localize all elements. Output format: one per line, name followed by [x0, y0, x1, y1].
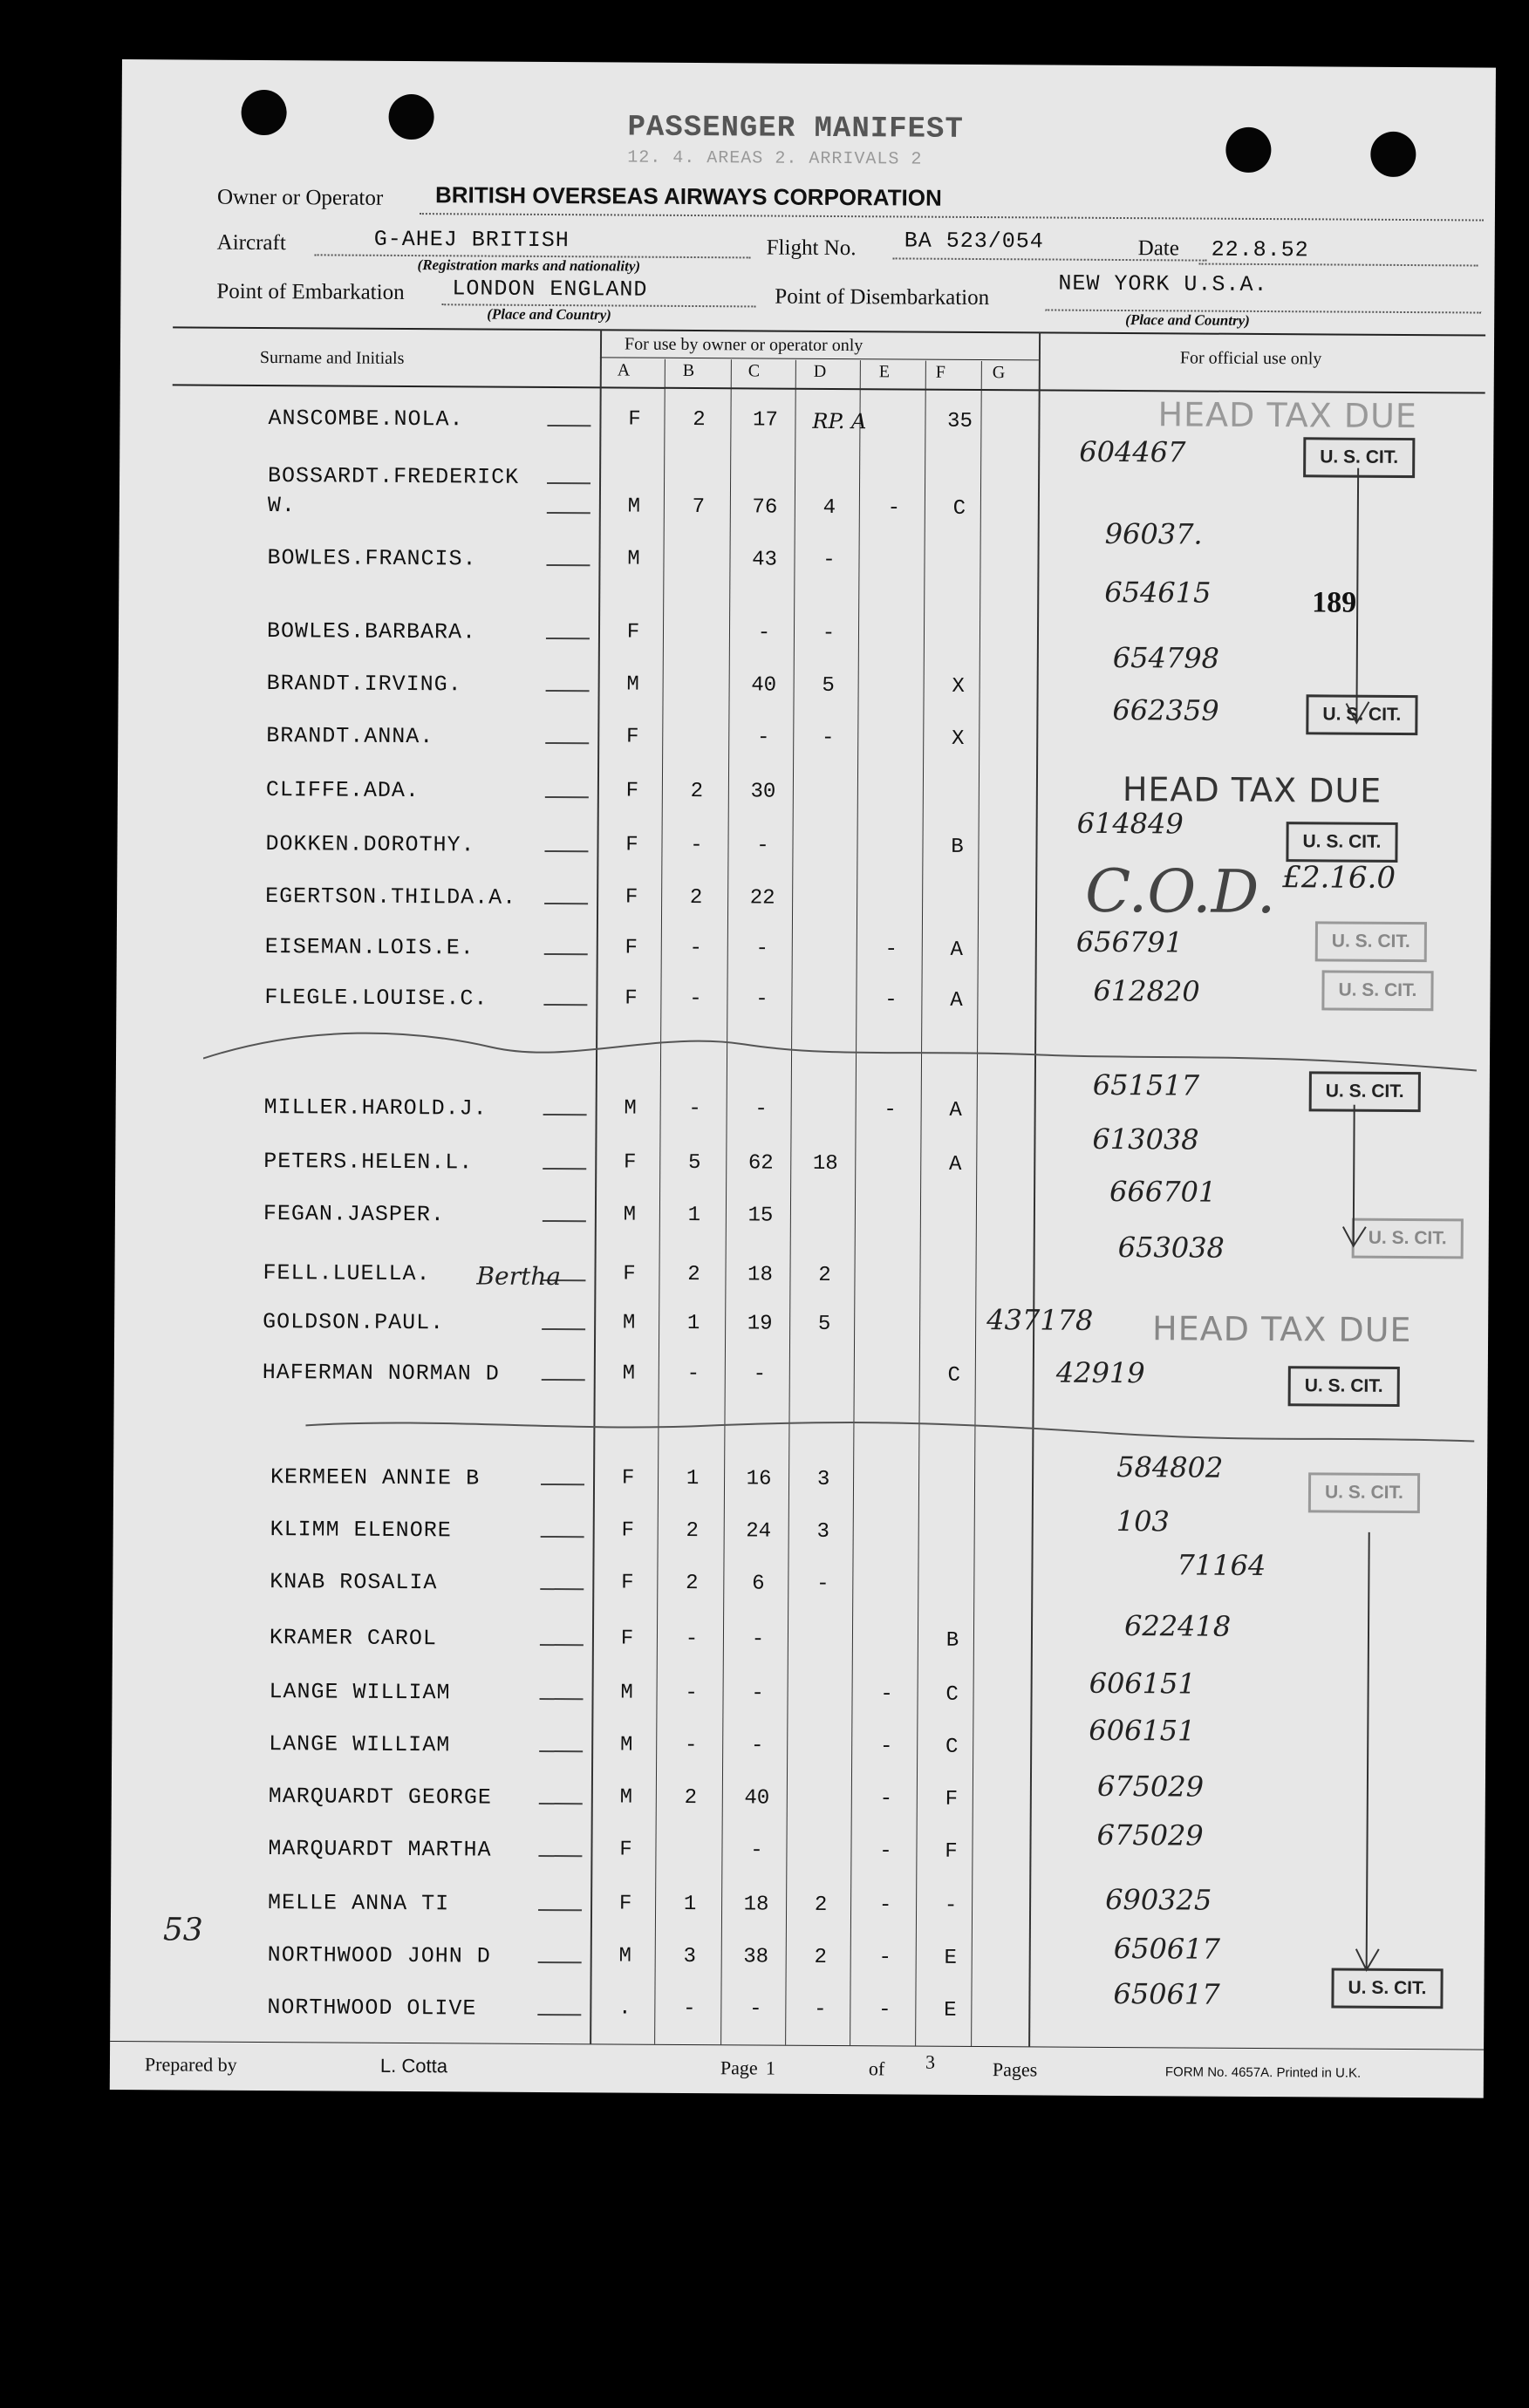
cell-e: -: [884, 938, 898, 962]
cell-c: -: [749, 1997, 762, 2022]
cell-e: -: [880, 1682, 893, 1707]
passenger-name: W.: [267, 493, 296, 519]
col-letter-header: F: [935, 362, 946, 382]
prepared-label: Prepared by: [144, 2053, 237, 2076]
punch-hole-4: [1370, 132, 1416, 177]
us-cit-stamp: U. S. CIT.: [1352, 1218, 1464, 1259]
passenger-name: KERMEEN ANNIE B: [270, 1464, 481, 1491]
owner-label: Owner or Operator: [216, 185, 384, 210]
cell-c: 76: [752, 495, 778, 520]
cell-b: 1: [687, 1203, 701, 1228]
cell-a: F: [621, 1466, 635, 1491]
col-letter-header: A: [617, 360, 631, 380]
row-dash: [546, 638, 590, 639]
cell-c: 30: [750, 780, 776, 804]
passenger-name: CLIFFE.ADA.: [265, 777, 420, 804]
us-cit-stamp: U. S. CIT.: [1309, 1071, 1421, 1112]
cell-f: X: [951, 726, 965, 751]
cell-b: 2: [686, 1518, 699, 1544]
cell-d: -: [821, 726, 835, 751]
row-dash: [538, 1909, 582, 1911]
punch-hole-3: [1225, 127, 1271, 173]
cell-b: -: [690, 833, 703, 858]
cell-b: 1: [686, 1311, 700, 1336]
cell-b: 2: [687, 1262, 700, 1287]
stamp-number: 189: [1312, 586, 1357, 619]
head-tax-stamp: HEAD TAX DUE: [1151, 1309, 1412, 1350]
cell-c: 24: [746, 1519, 772, 1544]
cell-f: A: [950, 988, 963, 1013]
prepared-value: L. Cotta: [379, 2054, 448, 2077]
cell-c: 18: [743, 1893, 769, 1917]
us-cit-stamp: U. S. CIT.: [1306, 694, 1417, 735]
fell-note: Bertha: [476, 1261, 562, 1292]
cell-c: 18: [747, 1263, 773, 1287]
cell-e: -: [879, 1787, 893, 1811]
passenger-name: BRANDT.ANNA.: [266, 723, 434, 750]
cell-a: F: [625, 833, 638, 857]
cell-d: 3: [816, 1467, 830, 1491]
cell-b: -: [685, 1627, 699, 1652]
cell-a: M: [622, 1311, 636, 1335]
punch-hole-2: [388, 94, 433, 140]
cell-a: F: [621, 1518, 634, 1543]
aircraft-label: Aircraft: [216, 230, 286, 256]
cell-a: M: [622, 1361, 636, 1386]
passenger-name: NORTHWOOD JOHN D: [267, 1942, 491, 1969]
cell-c: -: [754, 1097, 768, 1122]
us-cit-stamp: U. S. CIT.: [1286, 822, 1397, 863]
row-dash: [543, 1220, 586, 1222]
row-dash: [544, 903, 588, 904]
cell-d: 2: [814, 1945, 828, 1969]
cell-c: -: [756, 726, 770, 750]
manifest-title-under: 12. 4. AREAS 2. ARRIVALS 2: [627, 147, 923, 170]
cell-c: 17: [752, 408, 778, 433]
cell-c: 15: [747, 1204, 774, 1228]
us-cit-stamp: U. S. CIT.: [1303, 437, 1415, 478]
head-tax-stamp: HEAD TAX DUE: [1122, 770, 1382, 810]
handwritten-note: 606151: [1089, 1666, 1196, 1701]
cell-a: M: [627, 495, 641, 519]
handwritten-note: 675029: [1096, 1818, 1204, 1852]
handwritten-note: 613038: [1092, 1122, 1199, 1156]
disembarkation-value: NEW YORK U.S.A.: [1058, 270, 1268, 298]
row-dash: [539, 1803, 583, 1804]
page-label: Page: [720, 2057, 758, 2079]
cell-a: F: [618, 1892, 632, 1916]
cell-e: -: [879, 1839, 892, 1864]
row-dash: [543, 1004, 587, 1006]
wavy-separator-2: [305, 1408, 1474, 1450]
passenger-name: KNAB ROSALIA: [270, 1569, 438, 1596]
passenger-name: ANSCOMBE.NOLA.: [268, 406, 464, 433]
handwritten-note: 96037.: [1104, 516, 1203, 551]
row-dash: [540, 1588, 584, 1590]
row-dash: [547, 512, 590, 514]
row-dash: [542, 1328, 585, 1330]
col-official-header: For official use only: [1179, 348, 1322, 369]
handwritten-note: 656791: [1075, 924, 1184, 959]
cell-f: A: [948, 1152, 962, 1177]
us-cit-stamp: U. S. CIT.: [1288, 1366, 1400, 1407]
cell-b: 2: [693, 408, 706, 433]
row-dash: [544, 953, 588, 955]
cell-c: 40: [744, 1786, 770, 1811]
col-letter-header: D: [813, 361, 827, 381]
col-name-header: Surname and Initials: [259, 347, 405, 368]
handwritten-note: 604467: [1079, 434, 1186, 469]
embarkation-value: LONDON ENGLAND: [452, 276, 648, 303]
passenger-name: MILLER.HAROLD.J.: [263, 1095, 488, 1122]
cell-b: -: [688, 1096, 701, 1122]
cell-d: 2: [814, 1893, 828, 1917]
handwritten-note: 71164: [1177, 1548, 1266, 1583]
passenger-name: BOWLES.BARBARA.: [266, 618, 477, 645]
cell-c: 6: [752, 1572, 765, 1596]
col-letter-header: C: [747, 361, 761, 381]
cell-b: -: [685, 1681, 698, 1706]
cell-a: M: [623, 1203, 637, 1227]
cell-a: F: [619, 1838, 632, 1862]
handwritten-note: 666701: [1109, 1174, 1217, 1209]
aircraft-value: G-AHEJ BRITISH: [373, 226, 570, 254]
handwritten-note: C.O.D.: [1084, 856, 1276, 928]
row-dash: [544, 850, 588, 852]
cell-b: 1: [686, 1466, 700, 1491]
row-dash: [543, 1114, 587, 1115]
cell-b: 2: [690, 779, 704, 804]
handwritten-note: 622418: [1123, 1609, 1232, 1643]
cell-e: -: [878, 1946, 892, 1970]
cell-e: -: [887, 496, 901, 521]
row-dash: [538, 1855, 582, 1857]
cell-f: F: [945, 1787, 959, 1811]
cell-f: C: [947, 1363, 961, 1388]
passenger-name: EISEMAN.LOIS.E.: [264, 934, 474, 961]
cell-b: 2: [684, 1785, 698, 1811]
us-cit-stamp: U. S. CIT.: [1308, 1472, 1420, 1513]
cell-a: M: [618, 1944, 632, 1968]
cell-d: 5: [822, 673, 835, 699]
cell-a: M: [624, 1096, 637, 1121]
cell-c: -: [750, 1838, 763, 1863]
cell-c: -: [750, 1734, 764, 1758]
cell-e: -: [878, 1893, 892, 1918]
cell-d: -: [823, 548, 836, 573]
cell-b: 2: [689, 885, 703, 911]
handwritten-note: 650617: [1113, 1976, 1220, 2011]
cell-d: -: [816, 1572, 829, 1596]
cell-a: F: [625, 779, 639, 803]
passenger-name: LANGE WILLIAM: [269, 1679, 451, 1706]
cell-a: F: [626, 620, 640, 645]
arrow-mark: [1349, 1532, 1387, 1977]
cell-f: B: [945, 1628, 959, 1653]
date-value: 22.8.52: [1211, 236, 1309, 263]
cell-a: F: [625, 936, 638, 960]
cell-c: 38: [743, 1945, 769, 1969]
flight-value: BA 523/054: [904, 228, 1044, 255]
cell-a: F: [621, 1571, 634, 1595]
cell-c: 22: [749, 886, 775, 911]
page-value: 1: [765, 2057, 776, 2079]
cell-b: 3: [683, 1944, 697, 1969]
row-dash: [538, 1961, 582, 1963]
cell-b: -: [686, 1361, 700, 1387]
cell-b: 5: [687, 1150, 701, 1176]
manifest-sheet: [110, 59, 1496, 2098]
embarkation-hint: (Place and Country): [487, 305, 611, 324]
cell-e: -: [879, 1735, 893, 1759]
row-dash: [547, 425, 590, 426]
cell-d: RP. A: [812, 408, 867, 434]
cell-a: F: [625, 725, 639, 749]
margin-note: 53: [162, 1912, 203, 1948]
handwritten-note: 650617: [1113, 1931, 1221, 1966]
handwritten-note: 662359: [1112, 692, 1219, 727]
passenger-name: MARQUARDT MARTHA: [268, 1836, 492, 1863]
of-label: of: [868, 2057, 885, 2080]
owner-value: BRITISH OVERSEAS AIRWAYS CORPORATION: [434, 181, 942, 211]
cell-a: F: [625, 986, 638, 1011]
disembarkation-label: Point of Disembarkation: [775, 284, 990, 310]
cell-c: -: [753, 1362, 767, 1387]
cell-a: F: [625, 885, 638, 910]
handwritten-note: 651517: [1092, 1068, 1200, 1102]
cell-c: -: [756, 834, 769, 858]
row-dash: [546, 690, 590, 692]
cell-e: -: [884, 988, 898, 1013]
flight-label: Flight No.: [766, 235, 857, 261]
row-dash: [541, 1536, 584, 1538]
of-value: 3: [925, 2050, 936, 2073]
cell-a: M: [620, 1681, 633, 1705]
us-cit-stamp: U. S. CIT.: [1331, 1968, 1443, 2009]
cell-c: 16: [746, 1467, 772, 1491]
cell-b: 7: [692, 495, 706, 520]
handwritten-note: 675029: [1096, 1769, 1205, 1804]
cell-f: C: [945, 1735, 959, 1759]
punch-hole-1: [241, 90, 286, 135]
row-dash: [547, 482, 590, 484]
wavy-separator-1: [203, 1020, 1477, 1080]
cell-b: -: [689, 936, 703, 961]
cell-c: -: [751, 1682, 764, 1706]
row-dash: [542, 1379, 585, 1381]
cell-a: F: [620, 1627, 634, 1651]
passenger-name: PETERS.HELEN.L.: [263, 1149, 474, 1176]
row-dash: [545, 796, 589, 798]
passenger-name: NORTHWOOD OLIVE: [267, 1995, 477, 2022]
cell-c: -: [751, 1627, 765, 1652]
cell-a: .: [618, 1996, 631, 2021]
cell-c: 43: [752, 548, 777, 572]
passenger-name: EGERTSON.THILDA.A.: [265, 883, 517, 911]
passenger-name: HAFERMAN NORMAN D: [262, 1360, 500, 1387]
col-letter-header: E: [878, 362, 891, 382]
manifest-title: PASSENGER MANIFEST: [627, 111, 964, 147]
cell-f: X: [952, 674, 965, 699]
cell-a: M: [627, 547, 640, 571]
cell-c: -: [755, 987, 768, 1012]
handwritten-note: 612820: [1093, 973, 1200, 1008]
row-dash: [546, 564, 590, 566]
us-cit-stamp: U. S. CIT.: [1315, 921, 1427, 962]
cell-e: -: [884, 1098, 897, 1122]
passenger-name: MARQUARDT GEORGE: [268, 1784, 492, 1811]
col-letter-header: B: [682, 360, 695, 381]
cell-f: 35: [946, 409, 973, 433]
cell-e: -: [878, 1998, 891, 2023]
row-dash: [545, 742, 589, 744]
passenger-name: LANGE WILLIAM: [269, 1731, 451, 1758]
row-dash: [540, 1644, 584, 1646]
us-cit-stamp: U. S. CIT.: [1321, 970, 1433, 1011]
passenger-name: BRANDT.IRVING.: [266, 671, 462, 698]
cell-f: E: [944, 1998, 957, 2023]
pages-label: Pages: [992, 2058, 1038, 2081]
cell-d: 2: [818, 1263, 831, 1287]
cell-c: 19: [747, 1312, 773, 1336]
arrow-mark: [1339, 468, 1375, 730]
form-label: FORM No. 4657A. Printed in U.K.: [1164, 2064, 1362, 2081]
handwritten-note: £2.16.0: [1282, 860, 1396, 896]
cell-b: -: [683, 1996, 696, 2022]
cell-c: 40: [751, 673, 777, 698]
row-dash: [539, 1750, 583, 1752]
cell-f: A: [949, 1098, 962, 1122]
passenger-name: DOKKEN.DOROTHY.: [265, 831, 475, 858]
cell-f: A: [950, 938, 964, 962]
passenger-name: FEGAN.JASPER.: [263, 1201, 446, 1228]
col-letter-header: G: [992, 363, 1006, 383]
cell-b: 1: [683, 1892, 697, 1917]
disembarkation-hint: (Place and Country): [1125, 311, 1250, 329]
cell-a: M: [619, 1733, 633, 1757]
passenger-name: MELLE ANNA TI: [268, 1890, 450, 1917]
cell-a: F: [628, 407, 641, 432]
passenger-name: BOWLES.FRANCIS.: [267, 545, 477, 572]
passenger-name: BOSSARDT.FREDERICK: [267, 463, 520, 490]
row-dash: [537, 2014, 581, 2016]
aircraft-hint: (Registration marks and nationality): [417, 256, 641, 275]
handwritten-note: 654798: [1112, 640, 1220, 675]
passenger-name: FELL.LUELLA.: [263, 1260, 431, 1287]
cell-c: 62: [747, 1151, 774, 1176]
date-label: Date: [1137, 236, 1179, 261]
passenger-name: KRAMER CAROL: [269, 1625, 438, 1652]
arrow-mark: [1336, 1105, 1372, 1253]
cell-f: C: [945, 1682, 959, 1707]
cell-c: -: [757, 621, 771, 645]
cell-a: M: [619, 1785, 633, 1810]
cell-f: C: [952, 496, 966, 521]
row-dash: [540, 1698, 584, 1700]
head-tax-stamp: HEAD TAX DUE: [1157, 395, 1418, 436]
cell-f: E: [944, 1946, 958, 1970]
cell-f: -: [944, 1893, 958, 1918]
cell-b: -: [684, 1733, 698, 1758]
cell-b: -: [689, 986, 702, 1012]
cell-d: 3: [816, 1519, 829, 1544]
handwritten-note: 437178: [986, 1303, 1094, 1337]
row-dash: [541, 1484, 584, 1485]
handwritten-note: 614849: [1076, 806, 1184, 841]
cell-f: B: [951, 835, 964, 859]
handwritten-note: 103: [1116, 1504, 1170, 1538]
cell-f: F: [945, 1839, 958, 1864]
cell-d: 5: [817, 1312, 831, 1336]
handwritten-note: 606151: [1089, 1713, 1196, 1748]
handwritten-note: 42919: [1055, 1355, 1145, 1390]
embarkation-label: Point of Embarkation: [216, 279, 405, 304]
col-owner-header: For use by owner or operator only: [624, 334, 863, 356]
cell-a: F: [623, 1262, 636, 1286]
row-dash: [543, 1168, 586, 1170]
cell-a: M: [626, 672, 639, 697]
cell-b: 2: [686, 1571, 699, 1596]
cell-d: -: [822, 621, 836, 646]
handwritten-note: 653038: [1117, 1231, 1225, 1265]
handwritten-note: 654615: [1104, 575, 1212, 610]
cell-c: -: [755, 937, 769, 961]
handwritten-note: 690325: [1105, 1882, 1212, 1917]
cell-d: -: [814, 1997, 827, 2022]
cell-d: 4: [823, 495, 836, 521]
handwritten-note: 584802: [1116, 1450, 1224, 1484]
passenger-name: KLIMM ELENORE: [270, 1517, 452, 1544]
passenger-name: FLEGLE.LOUISE.C.: [264, 985, 488, 1012]
cell-d: 18: [812, 1151, 838, 1177]
cell-a: F: [623, 1150, 637, 1175]
passenger-name: GOLDSON.PAUL.: [263, 1309, 445, 1336]
